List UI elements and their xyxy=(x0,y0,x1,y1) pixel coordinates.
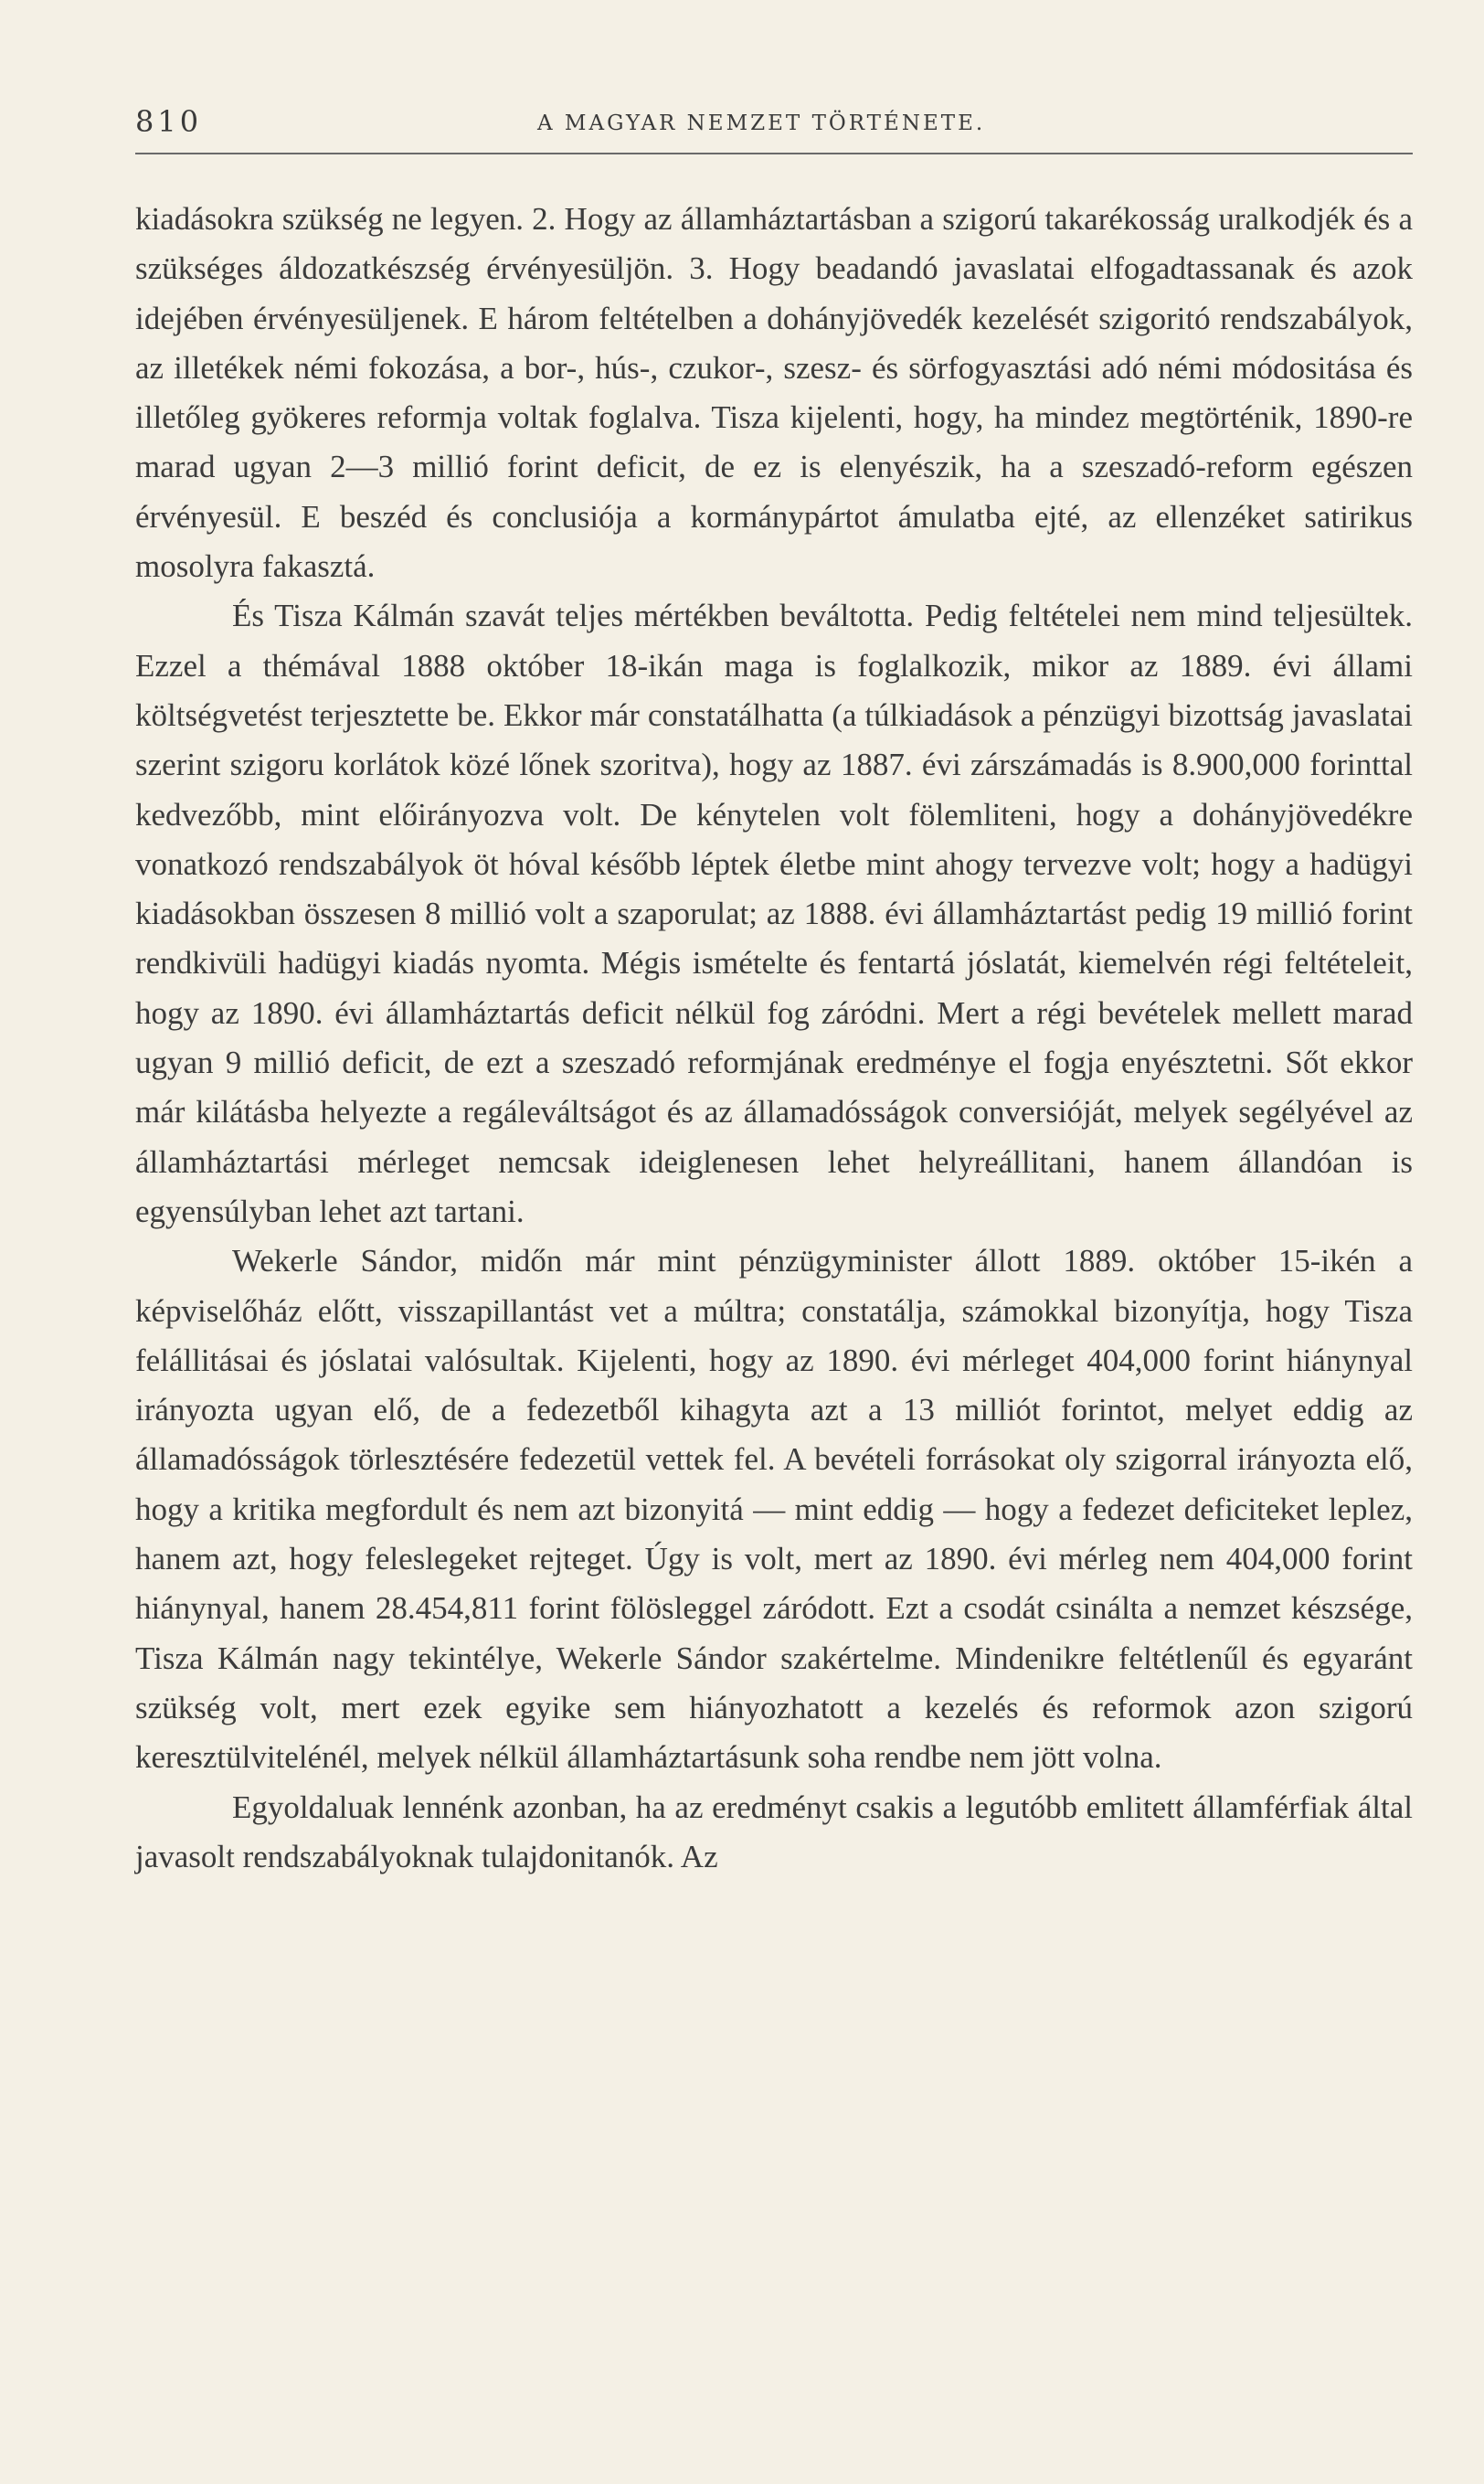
page-number: 810 xyxy=(135,104,203,139)
paragraph-continued: kiadásokra szükség ne legyen. 2. Hogy az államháztartásban a szigorú takarékosság uralkodjék és a szükséges áldozatkészség érvényesüljön. 3. Hogy beadandó javaslatai elfogadtassanak és azok idejében érvényesüljenek. E három feltételben a dohányjövedék kezelését szigoritó rendszabályok, az illetékek némi fokozása, a bor-, hús-, czukor-, szesz- és sörfogyasztási adó némi módositása és illetőleg gyökeres reformja voltak foglalva. Tisza kijelenti, hogy, ha mindez megtörténik, 1890-re marad ugyan 2—3 millió forint deficit, de ez is elenyészik, ha a szeszadó-reform egészen érvényesül. E beszéd és conclusiója a kormánypártot ámulatba ejté, az ellenzéket satirikus mosolyra fakasztá. xyxy=(135,201,1413,585)
body-text xyxy=(135,195,1413,1882)
paragraph: És Tisza Kálmán szavát teljes mértékben beváltotta. Pedig feltételei nem mind teljesültek. Ezzel a thémával 1888 október 18-ikán maga is foglalkozik, mikor az 1889. évi állami költségvetést terjesztette be. Ekkor már constatálhatta (a túlkiadások a pénzügyi bizottság javaslatai szerint szigoru korlátok közé lőnek szoritva), hogy az 1887. évi zárszámadás is 8.900,000 forinttal kedvezőbb, mint előirányozva volt. De kénytelen volt fölemliteni, hogy a dohányjövedékre vonatkozó rendszabályok öt hóval később léptek életbe mint ahogy tervezve volt; hogy a hadügyi kiadásokban összesen 8 millió volt a szaporulat; az 1888. évi államháztartást pedig 19 millió forint rendkivüli hadügyi kiadás nyomta. Mégis ismételte és fentartá jóslatát, kiemelvén régi feltételeit, hogy az 1890. évi államháztartás deficit nélkül fog záródni. Mert a régi bevételek mellett marad ugyan 9 millió deficit, de ezt a szeszadó reformjának eredménye el fogja enyésztetni. Sőt ekkor már kilátásba helyezte a regáleváltságot és az államadósságok conversióját, melyek segélyével az államháztartási mérleget nemcsak ideiglenesen lehet helyreállitani, hanem állandóan is egyensúlyban lehet azt tartani. xyxy=(135,598,1413,1229)
header-rule xyxy=(135,153,1413,154)
paragraph: Wekerle Sándor, midőn már mint pénzügyminister állott 1889. október 15-ikén a képviselőház előtt, visszapillantást vet a múltra; constatálja, számokkal bizonyítja, hogy Tisza felállitásai és jóslatai valósultak. Kijelenti, hogy az 1890. évi mérleget 404,000 forint hiánynyal irányozta ugyan elő, de a fedezetből kihagyta azt a 13 milliót forintot, melyet eddig az államadósságok törlesztésére fedezetül vettek fel. A bevételi forrásokat oly szigorral irányozta elő, hogy a kritika megfordult és nem azt bizonyitá — mint eddig — hogy a fedezet deficiteket leplez, hanem azt, hogy feleslegeket rejteget. Úgy is volt, mert az 1890. évi mérleg nem 404,000 forint hiánynyal, hanem 28.454,811 forint fölösleggel záródott. Ezt a csodát csinálta a nemzet készsége, Tisza Kálmán nagy tekintélye, Wekerle Sándor szakértelme. Mindenikre feltétlenűl és egyaránt szükség volt, mert ezek egyike sem hiányozhatott a kezelés és reformok azon szigorú keresztülvitelénél, melyek nélkül államháztartásunk soha rendbe nem jött volna. xyxy=(135,1243,1413,1776)
page-header xyxy=(135,99,1413,146)
paragraph: Egyoldaluak lennénk azonban, ha az eredményt csakis a legutóbb emlitett államférfiak által javasolt rendszabályoknak tulajdonitanók. Az xyxy=(135,1789,1413,1874)
running-title: A MAGYAR NEMZET TÖRTÉNETE. xyxy=(537,111,986,135)
